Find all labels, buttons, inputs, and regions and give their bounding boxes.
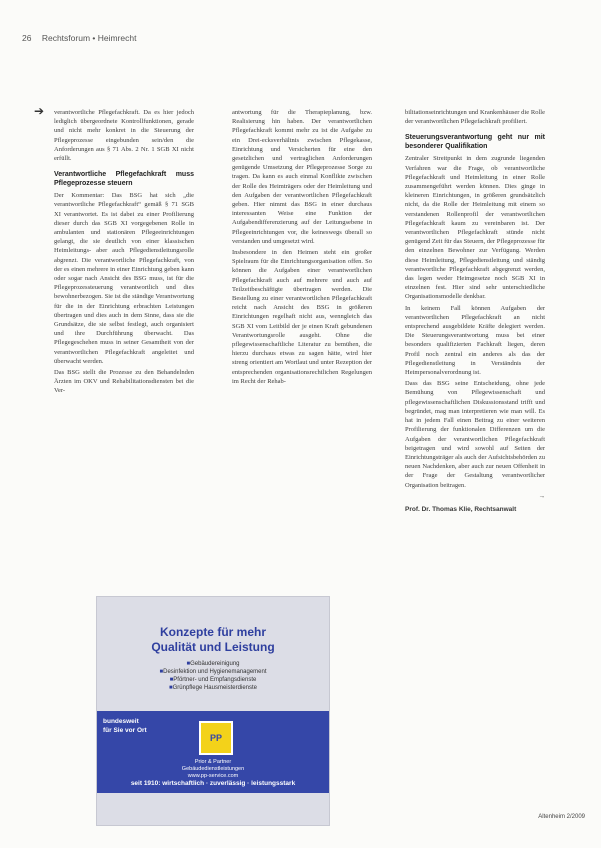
page-number: 26 — [22, 33, 32, 43]
paragraph: Der Kommentar: Das BSG hat sich „die verantwortliche Pflegefachkraft“ gemäß § 71 SGB XI verantwortet. Es ist dabei zu einer Profilierung dieser durch das SGB XI vorgegebenen Rolle in ambulanten und stationären Pflegeeinrichtungen gelangt, die sie deutlich von einer klassischen Heimleitungs- aber auch Pflegedienstleitungsrolle abgrenzt. Die verantwortliche Pflegefachkraft, von der es einen mehrere in einer Einrichtung geben kann oder sogar nach Ansicht des BSG muss, ist für die Pflegeprozessteuerung verantwortlich und dies bewohnerbezogen. Sie ist die ständige Verantwortung für die in der Einrichtung erbrachten Leistungen übertragen und dies auch in dem Sinne, dass sie die Grundsätze, die sie selbst festlegt, auch organisiert und ihre Durchführung überwacht. Das Pflegegeschehen muss in seiner Gesamtheit von der verantwortlichen Pflegefachkraft angeleitet und überwacht werden. — [54, 192, 194, 365]
author-signature: Prof. Dr. Thomas Klie, Rechtsanwalt — [405, 505, 517, 513]
company-website-link[interactable]: www.pp-service.com — [187, 773, 239, 779]
ad-service-item: ■ Desinfektion und Hygienemanagement — [97, 668, 329, 676]
ad-slogan: seit 1910: wirtschaftlich · zuverlässig · leistungsstark — [130, 780, 296, 787]
ad-tagline-line: für Sie vor Ort — [103, 727, 147, 734]
text-column-1 — [54, 108, 194, 398]
advertisement[interactable] — [96, 596, 330, 826]
paragraph: bilitationseinrichtungen und Krankenhäuser die Rolle der verantwortlichen Pflegefachkraft profiliert. — [405, 109, 545, 126]
page-footer: Altenheim 2/2009 — [538, 814, 585, 820]
ad-blue-band — [97, 711, 329, 793]
company-logo-icon: PP — [199, 721, 233, 755]
section-title: Rechtsforum • Heimrecht — [41, 33, 137, 43]
company-name: Prior & Partner — [194, 759, 232, 765]
company-subtitle: Gebäudedienstleistungen — [181, 766, 245, 772]
ad-title-line: Qualität und Leistung — [151, 640, 275, 654]
ad-title-line: Konzepte für mehr — [159, 625, 266, 639]
text-column-3 — [405, 108, 545, 514]
paragraph: antwortung für die Therapieplanung, bzw. Realisierung hin haben. Der verantwortlichen Pflegefachkraft kommt mehr zu ist die Aufgabe zu ein Drei-ecksverhältnis zwischen Pflegekasse, Einrichtung und Versicherten für eine den gesetzlichen und vertraglichen Anforderungen genügende Umsetzung der Pflegeprozesse Sorge zu tragen. Da kann es auch einmal Konflikte zwischen der Rolle des Heimträgers oder der Heimleitung und den Aufgaben der verantwortlichen Pflegefachkraft geben. Hier nimmt das BSG in einer durchaus interessanten Weise eine Funktion der Aufgabendifferenzierung auf der Leitungsebene in Pflegeeinrichtungen vor, die keineswegs überall so verstanden und umgesetzt wird. — [232, 109, 372, 245]
paragraph: Insbesondere in den Heimen steht ein großer Spielraum für die Einrichtungsorganisation offen. So können die Aufgaben einer verantwortlichen Pflegefachkraft auch auf mehrere und auch auf Teilzeitbeschäftigte übertragen werden. Die Bestellung zu einer verantwortlichen Pflegefachkraft reicht nach Ansicht des BSG in größeren Einrichtungen regelhaft nicht aus, wenngleich das SGB XI vom Leitbild der je einen Kraft gebundenen Verantwortungsrolle ausgeht. Ohne die pflegewissenschaftliche Literatur zu bemühen, die hierzu durchaus etwas zu sagen hätte, wird hier streng orientiert am Wortlaut und unter Rezeption der entsprechenden organisationsrechtlichen Regelungen im Recht der Rehab- — [232, 249, 372, 385]
paragraph: Das BSG stellt die Prozesse zu den Behandelnden Ärzten im OKV und Rehabilitationsdiensten bei die Ver- — [54, 369, 194, 395]
paragraph: Dass das BSG seine Entscheidung, ohne jede Bemühung von Pflegewissenschaft und pflegewissenschaftlichen Diskussionsstand trifft und begründet, mag man interpretieren wie man will. Es hat in jedem Fall einen Beitrag zu einer weiteren Profilierung der funktionalen Differenzen um die Aufgaben der verantwortlichen Pflegefachkraft beigetragen und wird sowohl auf Seiten der Einrichtungsträger als auch der Aufsichtsbehörden zu neuen Nachdenken, aber auch zur neuen Offenheit in der Frage der Gestaltung verantwortlicher Organisation beitragen. — [405, 380, 545, 489]
ad-service-item: ■ Grünpflege Hausmeisterdienste — [97, 684, 329, 692]
ad-tagline-line: bundesweit — [103, 718, 139, 725]
end-arrow-icon: → — [538, 492, 545, 500]
ad-tagline — [103, 717, 147, 735]
paragraph: In keinem Fall können Aufgaben der verantwortlichen Pflegefachkraft an nicht entsprechend ausgebildete Kräfte delegiert werden. Die Steuerungsverantwortung muss bei einer besonders qualifizierten Fachkraft liegen, deren Profil noch zentral ein anderes als das der Pflegedienstleitung in Verständnis der Heimpersonalverordnung ist. — [405, 304, 545, 377]
subheading: Verantwortliche Pflegefachkraft muss Pflegeprozesse steuern — [54, 171, 194, 187]
ad-company-info — [97, 759, 329, 780]
ad-title — [97, 625, 329, 655]
ad-services-list — [97, 660, 329, 692]
continuation-arrow-icon: ➔ — [34, 104, 45, 118]
paragraph: verantwortliche Pflegefachkraft. Da es hier jedoch lediglich übergeordnete Kontrollfunktionen, gerade und nicht mehr konkret in die Steuerung der Pflegeprozesse eingebunden sein/den die Anforderungen aus § 71 Abs. 2 Nr. 1 SGB XI nicht erfüllt. — [54, 109, 194, 163]
page-header — [22, 33, 136, 43]
subheading: Steuerungsverantwortung geht nur mit besonderer Qualifikation — [405, 134, 545, 150]
paragraph: Zentraler Streitpunkt in dem zugrunde liegenden Verfahren war die Frage, ob verantwortliche Pflegefachkraft und Heimleitung in einer Rolle zusammengeführt werden können. Dies ginge in kleineren Einrichtungen, in größeren grundsätzlich nicht, da die Rolle der Heimleitung mit einem so verstandenen Rollenprofil der verantwortlichen Pflegefachkraft kaum zu vereinbaren ist. Der verantwortlichen Pflegefachkraft stünde nicht genügend Zeit für das Steuern, der Pflegeprozesse für den einzelnen Bewohner zur Verfügung. Werden diese Heimleitung, Pflegedienstleitung und ständig verantwortliche Pflegefachkraft abgegrenzt werden, das legen weder Heimgesetze noch SGB XI in einzelnen fest. Hier sind sehr unterschiedliche Organisationsmodelle denkbar. — [405, 155, 545, 301]
ad-service-item: ■ Pförtner- und Empfangsdienste — [97, 676, 329, 684]
ad-service-item: ■ Gebäudereinigung — [97, 660, 329, 668]
text-column-2 — [232, 108, 372, 388]
